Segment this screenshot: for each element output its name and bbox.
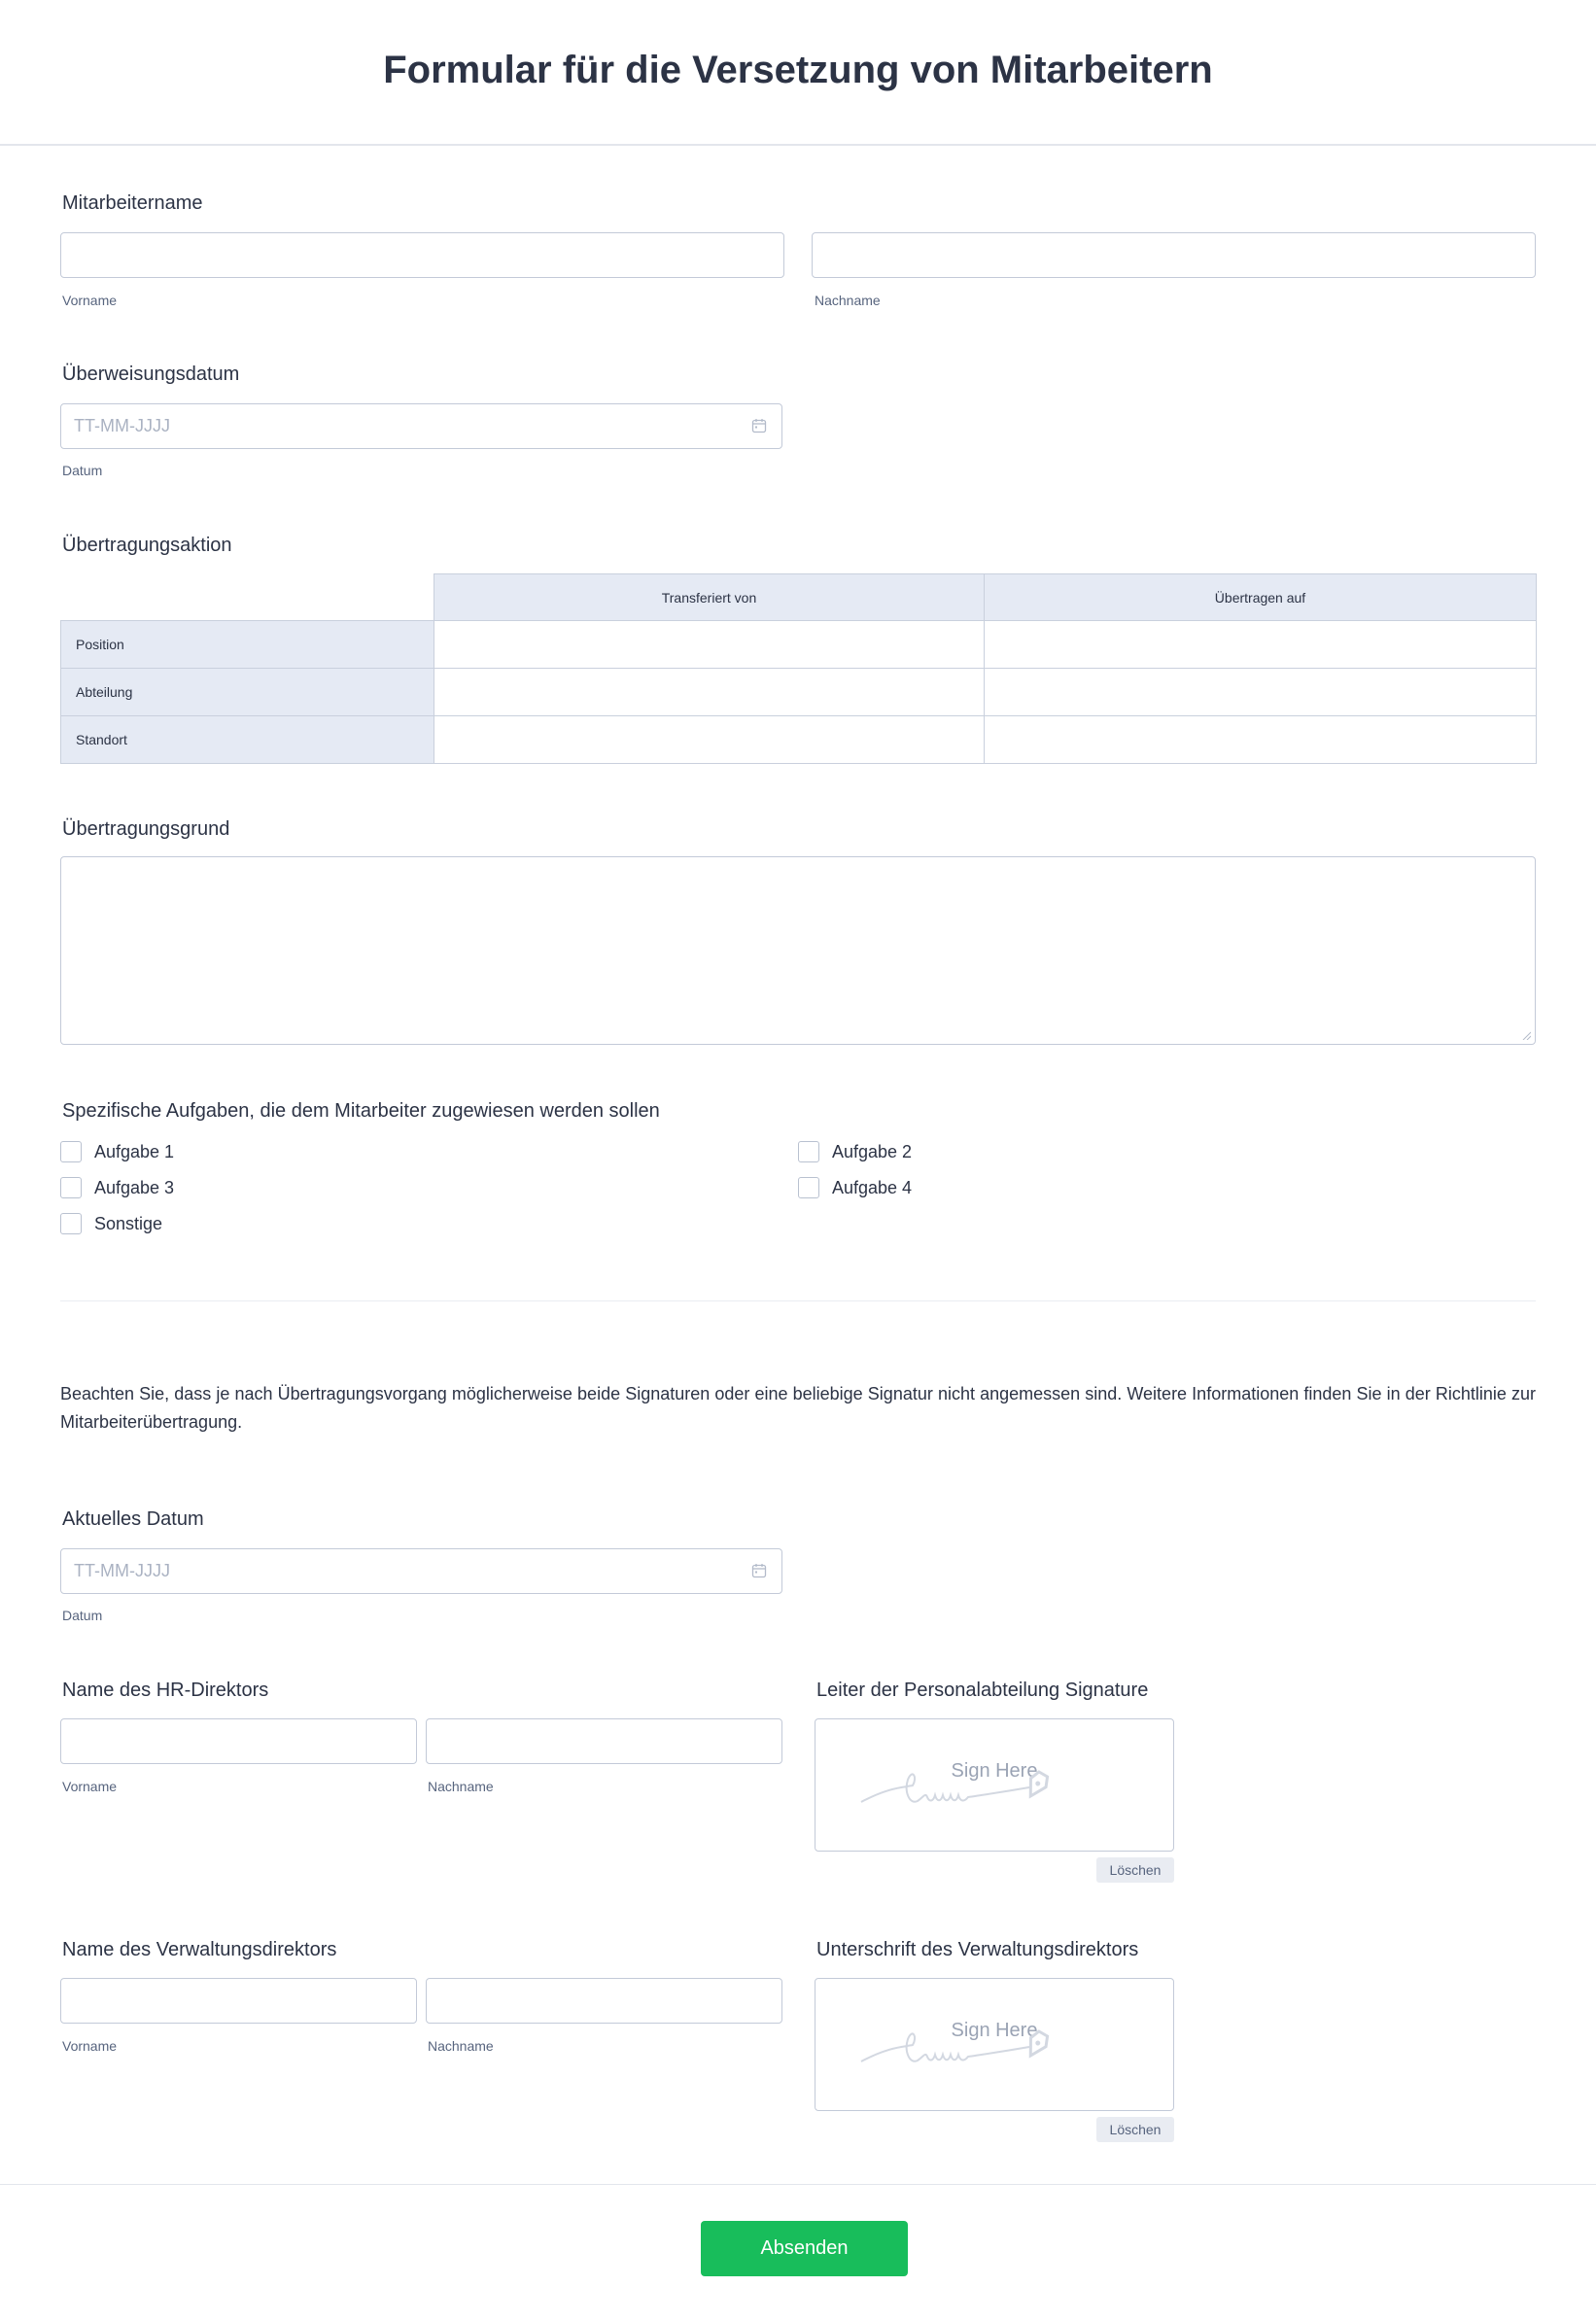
position-from-cell[interactable]: [434, 621, 985, 669]
task-checkbox-1[interactable]: [60, 1141, 174, 1162]
signature-pen-icon: [859, 1758, 1131, 1817]
transfer-action-table: [60, 573, 1537, 764]
column-header: Übertragen auf: [985, 574, 1537, 621]
checkbox-label: Sonstige: [94, 1213, 163, 1233]
row-header: Abteilung: [61, 669, 434, 716]
form-footer: [0, 2184, 1596, 2321]
transfer-reason-label: Übertragungsgrund: [62, 818, 230, 840]
task-checkbox-2[interactable]: [798, 1141, 912, 1162]
hr-director-last-sublabel: Nachname: [428, 1779, 494, 1794]
signature-notice: Beachten Sie, dass je nach Übertragungsvorgang möglicherweise beide Signaturen oder eine beliebige Signatur nicht angemessen sind. Weitere Informationen finden Sie in der Richtlinie zur Mitarbeiterübertragung.: [60, 1384, 1536, 1432]
position-to-cell[interactable]: [985, 621, 1537, 669]
hr-director-first-name-input[interactable]: [60, 1718, 417, 1764]
employee-last-name-input[interactable]: [812, 232, 1536, 278]
admin-director-label: Name des Verwaltungsdirektors: [62, 1939, 337, 1960]
transfer-action-label: Übertragungsaktion: [62, 535, 232, 556]
table-corner: [61, 574, 434, 621]
employee-name-label: Mitarbeitername: [62, 192, 203, 214]
form-header: [0, 0, 1596, 146]
calendar-icon[interactable]: [751, 418, 767, 433]
hr-director-last-name-input[interactable]: [426, 1718, 782, 1764]
admin-director-last-sublabel: Nachname: [428, 2038, 494, 2054]
department-from-cell[interactable]: [434, 669, 985, 716]
checkbox[interactable]: [798, 1177, 819, 1198]
checkbox[interactable]: [60, 1213, 82, 1234]
current-date-sublabel: Datum: [62, 1608, 103, 1623]
hr-signature-clear-button[interactable]: Löschen: [1096, 1857, 1174, 1883]
sign-here-placeholder: Sign Here: [951, 2020, 1038, 2041]
admin-signature-pad[interactable]: [815, 1978, 1174, 2111]
table-row: [61, 621, 1537, 669]
hr-director-first-sublabel: Vorname: [62, 1779, 118, 1794]
admin-signature-label: Unterschrift des Verwaltungsdirektors: [816, 1939, 1139, 1960]
admin-signature-clear-button[interactable]: Löschen: [1096, 2117, 1174, 2142]
task-checkbox-4[interactable]: [798, 1177, 912, 1198]
location-from-cell[interactable]: [434, 716, 985, 764]
admin-director-first-name-input[interactable]: [60, 1978, 417, 2024]
hr-director-label: Name des HR-Direktors: [62, 1680, 269, 1701]
location-to-cell[interactable]: [985, 716, 1537, 764]
checkbox[interactable]: [60, 1141, 82, 1162]
checkbox-label: Aufgabe 1: [94, 1141, 175, 1161]
transfer-date-sublabel: Datum: [62, 463, 103, 478]
employee-last-name-sublabel: Nachname: [815, 293, 881, 308]
current-date-input[interactable]: [60, 1548, 782, 1594]
sign-here-placeholder: Sign Here: [951, 1760, 1038, 1782]
employee-first-name-input[interactable]: [60, 232, 784, 278]
current-date-label: Aktuelles Datum: [62, 1508, 204, 1530]
department-to-cell[interactable]: [985, 669, 1537, 716]
calendar-icon[interactable]: [751, 1563, 767, 1578]
transfer-date-label: Überweisungsdatum: [62, 364, 240, 385]
checkbox-label: Aufgabe 2: [832, 1141, 913, 1161]
checkbox[interactable]: [798, 1141, 819, 1162]
task-checkbox-other[interactable]: [60, 1213, 162, 1234]
hr-signature-label: Leiter der Personalabteilung Signature: [816, 1680, 1149, 1701]
employee-first-name-sublabel: Vorname: [62, 293, 118, 308]
admin-director-last-name-input[interactable]: [426, 1978, 782, 2024]
checkbox-label: Aufgabe 3: [94, 1177, 175, 1197]
page-title: Formular für die Versetzung von Mitarbeitern: [383, 48, 1213, 91]
checkbox[interactable]: [60, 1177, 82, 1198]
checkbox-label: Aufgabe 4: [832, 1177, 913, 1197]
row-header: Standort: [61, 716, 434, 764]
table-row: [61, 716, 1537, 764]
task-checkbox-3[interactable]: [60, 1177, 174, 1198]
transfer-reason-textarea[interactable]: [60, 856, 1536, 1045]
submit-button[interactable]: Absenden: [701, 2221, 908, 2276]
tasks-label: Spezifische Aufgaben, die dem Mitarbeiter zugewiesen werden sollen: [62, 1100, 660, 1122]
hr-signature-pad[interactable]: [815, 1718, 1174, 1852]
signature-pen-icon: [859, 2018, 1131, 2076]
section-divider: [60, 1300, 1536, 1301]
transfer-date-input[interactable]: [60, 403, 782, 449]
admin-director-first-sublabel: Vorname: [62, 2038, 118, 2054]
table-row: [61, 669, 1537, 716]
column-header: Transferiert von: [434, 574, 985, 621]
resize-grip-icon[interactable]: [1521, 1030, 1531, 1040]
row-header: Position: [61, 621, 434, 669]
